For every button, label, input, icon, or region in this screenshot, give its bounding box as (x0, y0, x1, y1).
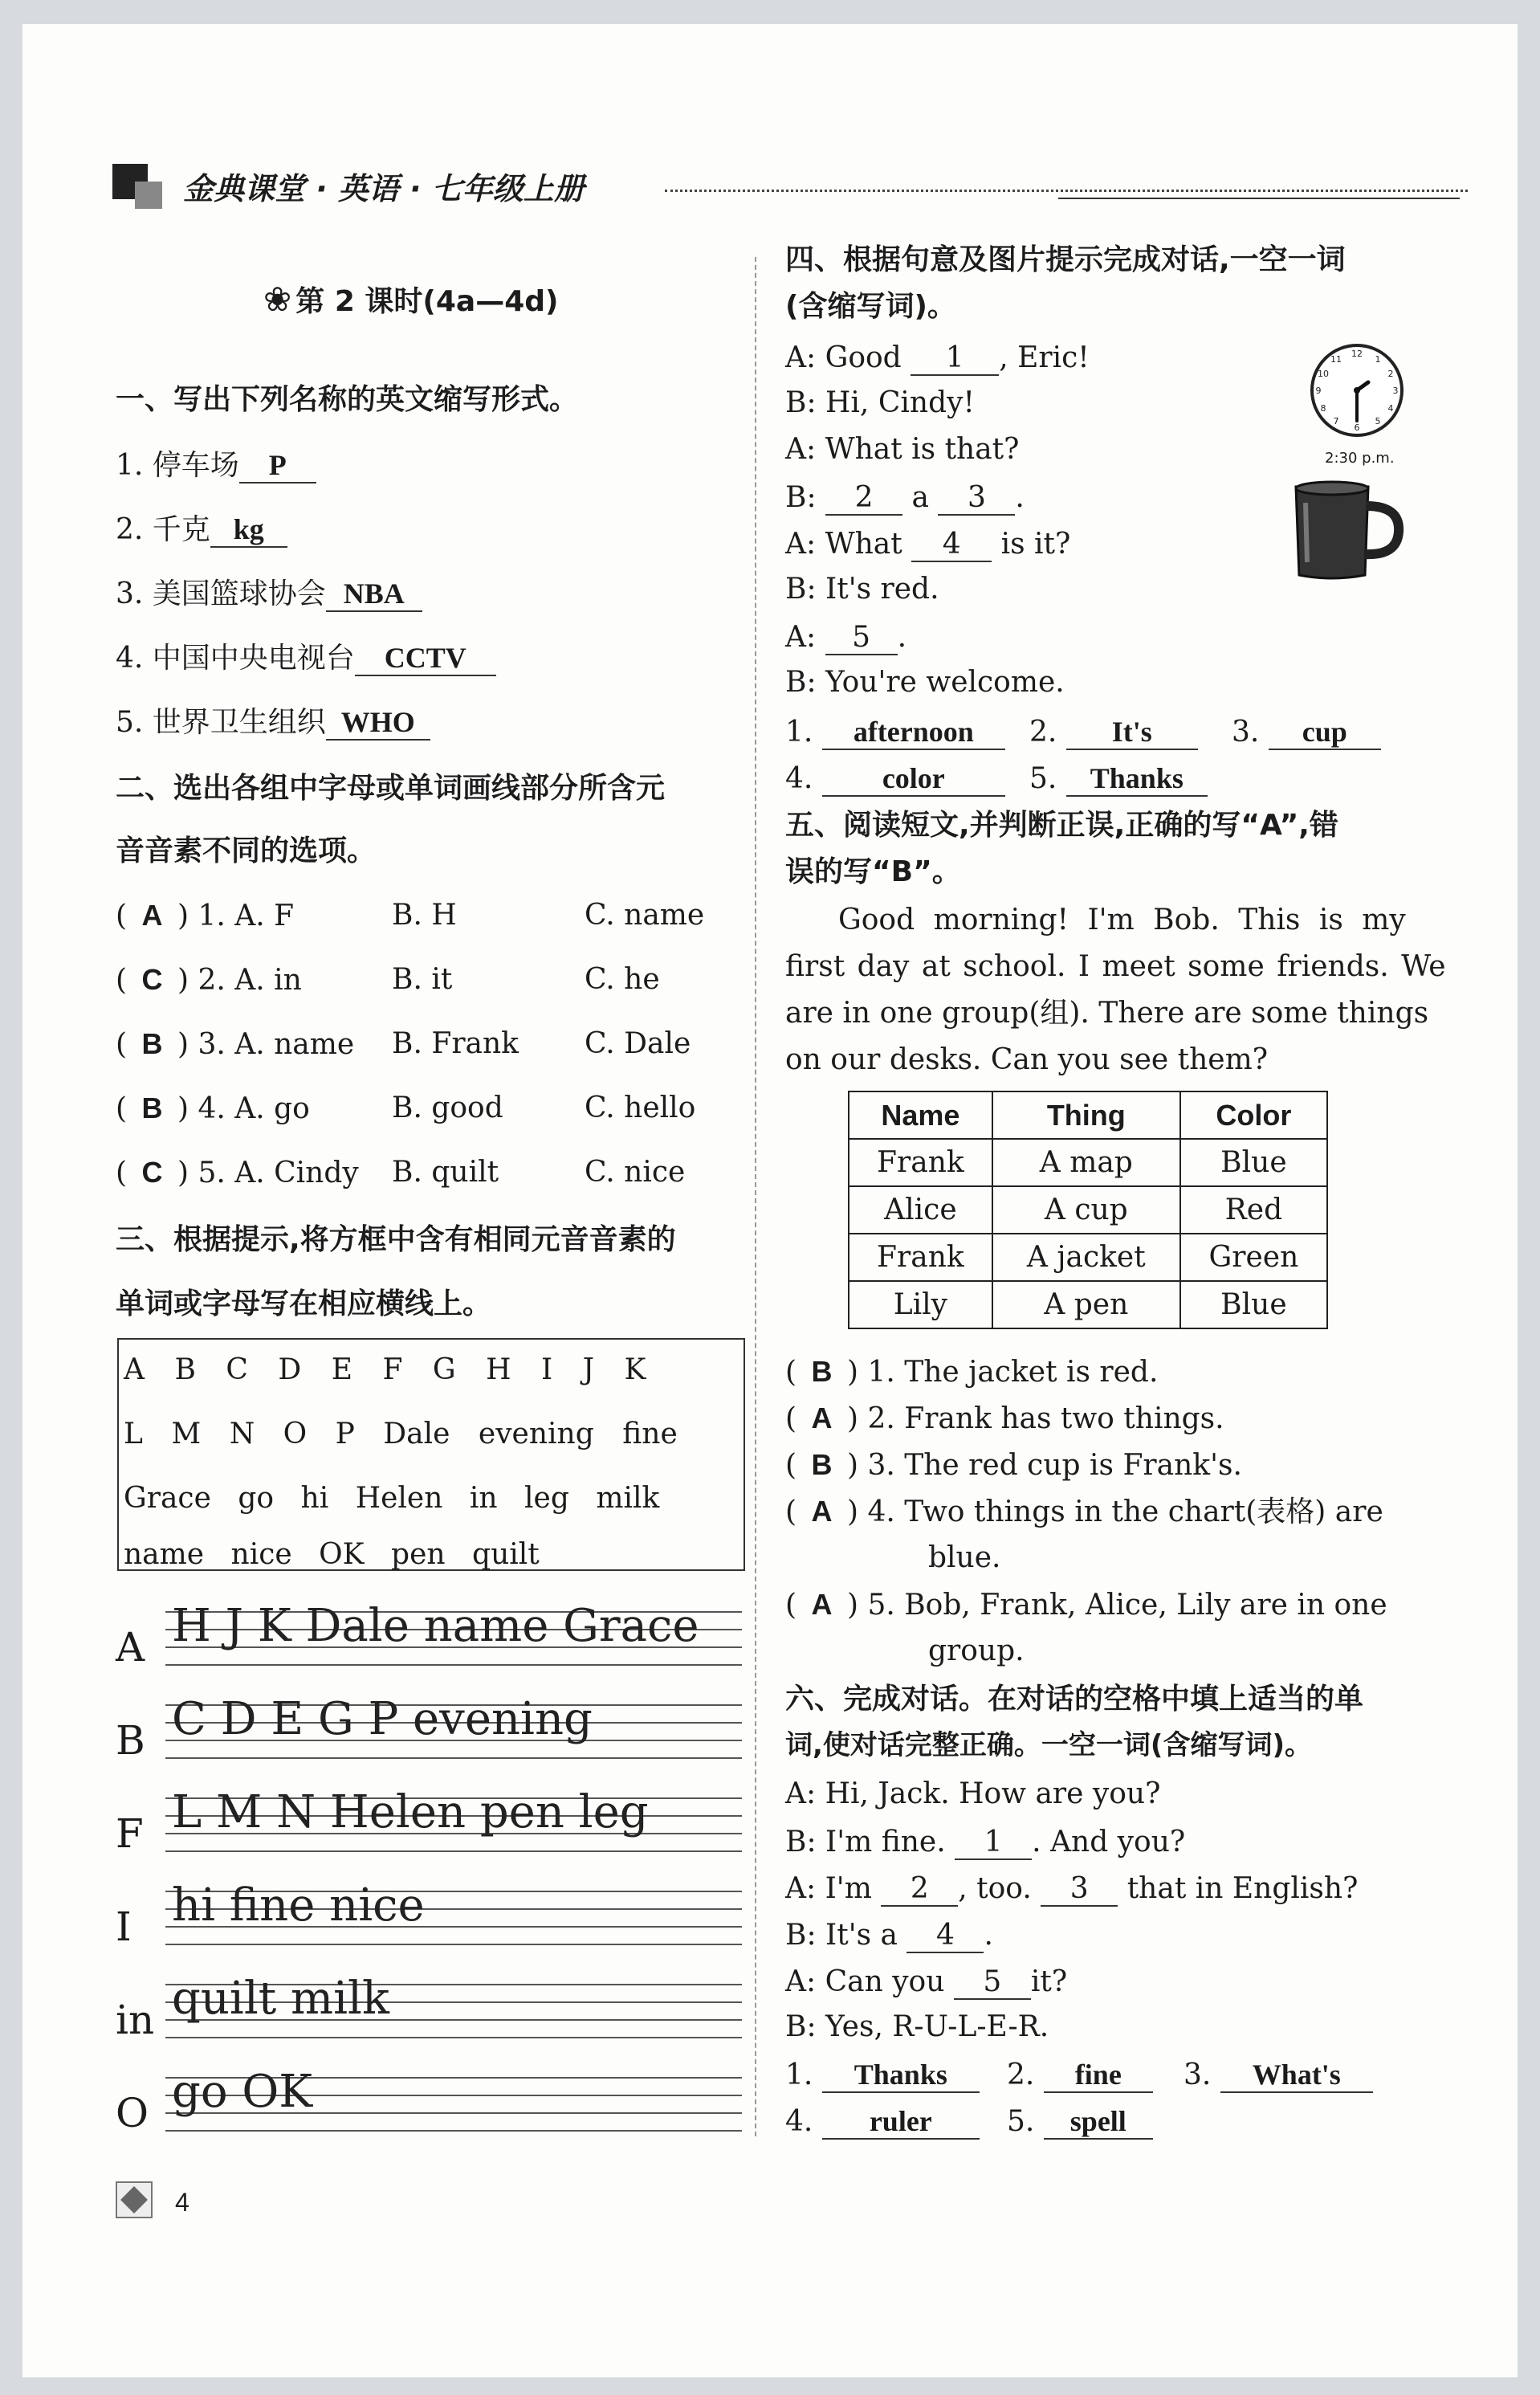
dialog4-line: B: You're welcome. (785, 666, 1065, 699)
section2-option-b: B. H (392, 899, 457, 932)
judge-item: ( B ) 3. The red cup is Frank's. (785, 1448, 1242, 1482)
dialog6-line: B: It's a 4 . (785, 1919, 993, 1952)
svg-text:6: 6 (1354, 422, 1360, 433)
dialog4-line: A: Good 1 , Eric! (785, 341, 1090, 374)
passage-line: Good morning! I'm Bob. This is my (838, 904, 1406, 936)
section2-option-b: B. good (392, 1091, 503, 1124)
dialog4-line: A: What is that? (785, 433, 1020, 466)
table-row (849, 1234, 1327, 1281)
svg-text:9: 9 (1315, 386, 1322, 396)
section2-heading: 二、选出各组中字母或单词画线部分所含元 (116, 772, 666, 805)
svg-text:4: 4 (1387, 403, 1394, 414)
section3-heading-cont: 单词或字母写在相应横线上。 (116, 1287, 492, 1320)
s4-answer: 1. afternoon (785, 716, 1005, 750)
svg-text:5: 5 (1375, 416, 1381, 426)
section6-heading: 六、完成对话。在对话的空格中填上适当的单 (785, 1683, 1364, 1716)
table-cell: Frank (849, 1139, 992, 1186)
svg-text:2: 2 (1387, 369, 1394, 379)
dialog4-line: B: It's red. (785, 573, 939, 606)
section4-heading-cont: (含缩写词)。 (785, 290, 956, 323)
svg-text:10: 10 (1318, 369, 1329, 379)
section2-item: ( C ) 5. A. Cindy (116, 1156, 359, 1189)
table-header-row (849, 1091, 1327, 1139)
table-cell: A jacket (992, 1234, 1180, 1281)
letter-word-box (117, 1338, 745, 1571)
section2-item: ( C ) 2. A. in (116, 963, 302, 997)
table-header: Color (1180, 1091, 1327, 1139)
dialog4-line: A: What 4 is it? (785, 528, 1071, 561)
vowel-row-answer: H J K Dale name Grace (172, 1600, 699, 1652)
judge-item-cont: group. (928, 1634, 1025, 1667)
dialog6-line: A: Hi, Jack. How are you? (785, 1777, 1161, 1810)
box-row: name nice OK pen quilt (124, 1538, 540, 1571)
box-row: A B C D E F G H I J K (124, 1353, 646, 1386)
s4-answer: 4. color (785, 763, 1005, 797)
section2-item: ( B ) 3. A. name (116, 1027, 355, 1061)
table-cell: Alice (849, 1186, 992, 1234)
cup-icon (1288, 479, 1408, 583)
judge-item: ( A ) 2. Frank has two things. (785, 1402, 1224, 1435)
section4-heading: 四、根据句意及图片提示完成对话,一空一词 (785, 243, 1346, 276)
vowel-row-answer: C D E G P evening (172, 1693, 593, 1745)
section2-option-c: C. nice (585, 1156, 686, 1189)
table-row (849, 1281, 1327, 1328)
dialog6-line: A: I'm 2 , too. 3 that in English? (785, 1872, 1359, 1905)
s4-answer: 3. cup (1232, 716, 1381, 750)
box-row: Grace go hi Helen in leg milk (124, 1482, 660, 1515)
table-cell: Frank (849, 1234, 992, 1281)
leaf-icon: ❀ (263, 279, 292, 319)
section2-option-c: C. he (585, 963, 660, 996)
vowel-row-label: F (116, 1810, 144, 1857)
s6-answer: 2. fine (1007, 2059, 1153, 2093)
svg-text:1: 1 (1375, 354, 1381, 365)
table-header: Thing (992, 1091, 1180, 1139)
s6-answer: 1. Thanks (785, 2059, 980, 2093)
svg-text:3: 3 (1392, 386, 1399, 396)
s6-answer: 3. What's (1184, 2059, 1373, 2093)
dialog6-line: A: Can you 5 it? (785, 1965, 1068, 1998)
section2-option-b: B. Frank (392, 1027, 519, 1060)
section1-item: 1. 停车场 P (116, 450, 316, 483)
vowel-row-label: A (116, 1624, 145, 1671)
section2-option-c: C. Dale (585, 1027, 691, 1060)
vowel-row-answer: go OK (172, 2066, 313, 2118)
vowel-row-label: I (116, 1903, 132, 1950)
judge-item: ( A ) 4. Two things in the chart(表格) are (785, 1495, 1383, 1528)
dialog4-line: B: 2 a 3 . (785, 481, 1025, 514)
section2-item: ( A ) 1. A. F (116, 899, 295, 932)
header-dotted-rule (665, 190, 1468, 192)
section2-heading-cont: 音音素不同的选项。 (116, 834, 377, 867)
header-logo-block-secondary (135, 182, 162, 209)
svg-text:11: 11 (1330, 354, 1342, 365)
table-cell: A map (992, 1139, 1180, 1186)
section3-heading: 三、根据提示,将方框中含有相同元音音素的 (116, 1223, 676, 1256)
section6-heading-cont: 词,使对话完整正确。一空一词(含缩写词)。 (785, 1729, 1312, 1761)
vowel-row-label: B (116, 1717, 145, 1764)
passage-line: are in one group(组). There are some things (785, 997, 1429, 1030)
section1-item: 3. 美国篮球协会 NBA (116, 578, 422, 612)
things-table (848, 1091, 1328, 1329)
table-cell: Blue (1180, 1281, 1327, 1328)
section2-option-c: C. hello (585, 1091, 696, 1124)
diamond-icon (116, 2181, 153, 2218)
table-cell: Red (1180, 1186, 1327, 1234)
passage-line: on our desks. Can you see them? (785, 1043, 1269, 1076)
section1-item: 5. 世界卫生组织 WHO (116, 707, 430, 741)
section1-item: 2. 千克 kg (116, 514, 287, 548)
table-cell: Lily (849, 1281, 992, 1328)
section1-item: 4. 中国中央电视台 CCTV (116, 643, 496, 676)
worksheet-page (22, 24, 1518, 2377)
judge-item: ( B ) 1. The jacket is red. (785, 1355, 1159, 1389)
section2-item: ( B ) 4. A. go (116, 1091, 310, 1125)
page-number: 4 (175, 2188, 189, 2217)
s6-answer: 5. spell (1007, 2106, 1153, 2140)
vowel-row-answer: quilt milk (172, 1973, 389, 2025)
section5-heading: 五、阅读短文,并判断正误,正确的写“A”,错 (785, 809, 1338, 842)
lesson-title: ❀ 第 2 课时(4a—4d) (263, 279, 559, 319)
dialog4-line: A: 5 . (785, 621, 907, 654)
table-cell: A cup (992, 1186, 1180, 1234)
column-divider (755, 257, 756, 2136)
table-cell: Green (1180, 1234, 1327, 1281)
dialog6-line: B: Yes, R-U-L-E-R. (785, 2010, 1049, 2043)
dialog4-line: B: Hi, Cindy! (785, 386, 975, 419)
svg-text:12: 12 (1351, 349, 1363, 359)
section2-option-b: B. quilt (392, 1156, 499, 1189)
svg-text:7: 7 (1333, 416, 1339, 426)
clock-time-caption: 2:30 p.m. (1325, 450, 1395, 467)
dialog6-line: B: I'm fine. 1 . And you? (785, 1826, 1186, 1858)
table-row (849, 1186, 1327, 1234)
section1-heading: 一、写出下列名称的英文缩写形式。 (116, 383, 579, 416)
s4-answer: 2. It's (1029, 716, 1198, 750)
s4-answer: 5. Thanks (1029, 763, 1208, 797)
svg-text:8: 8 (1320, 403, 1326, 414)
box-row: L M N O P Dale evening fine (124, 1418, 678, 1450)
table-cell: A pen (992, 1281, 1180, 1328)
header-title: 金典课堂 · 英语 · 七年级上册 (183, 171, 585, 206)
table-row (849, 1139, 1327, 1186)
table-cell: Blue (1180, 1139, 1327, 1186)
judge-item: ( A ) 5. Bob, Frank, Alice, Lily are in one (785, 1588, 1387, 1622)
passage-line: first day at school. I meet some friends. We (785, 950, 1446, 983)
vowel-row-label: O (116, 2090, 149, 2136)
table-header: Name (849, 1091, 992, 1139)
vowel-row-answer: L M N Helen pen leg (172, 1786, 649, 1838)
section2-option-c: C. name (585, 899, 705, 932)
vowel-row-answer: hi fine nice (172, 1879, 425, 1932)
s6-answer: 4. ruler (785, 2106, 980, 2140)
section2-option-b: B. it (392, 963, 453, 996)
header-solid-rule (1058, 198, 1460, 199)
vowel-row-label: in (116, 1997, 155, 2043)
clock-icon (1307, 341, 1407, 440)
judge-item-cont: blue. (928, 1541, 1001, 1574)
section5-heading-cont: 误的写“B”。 (785, 855, 961, 888)
